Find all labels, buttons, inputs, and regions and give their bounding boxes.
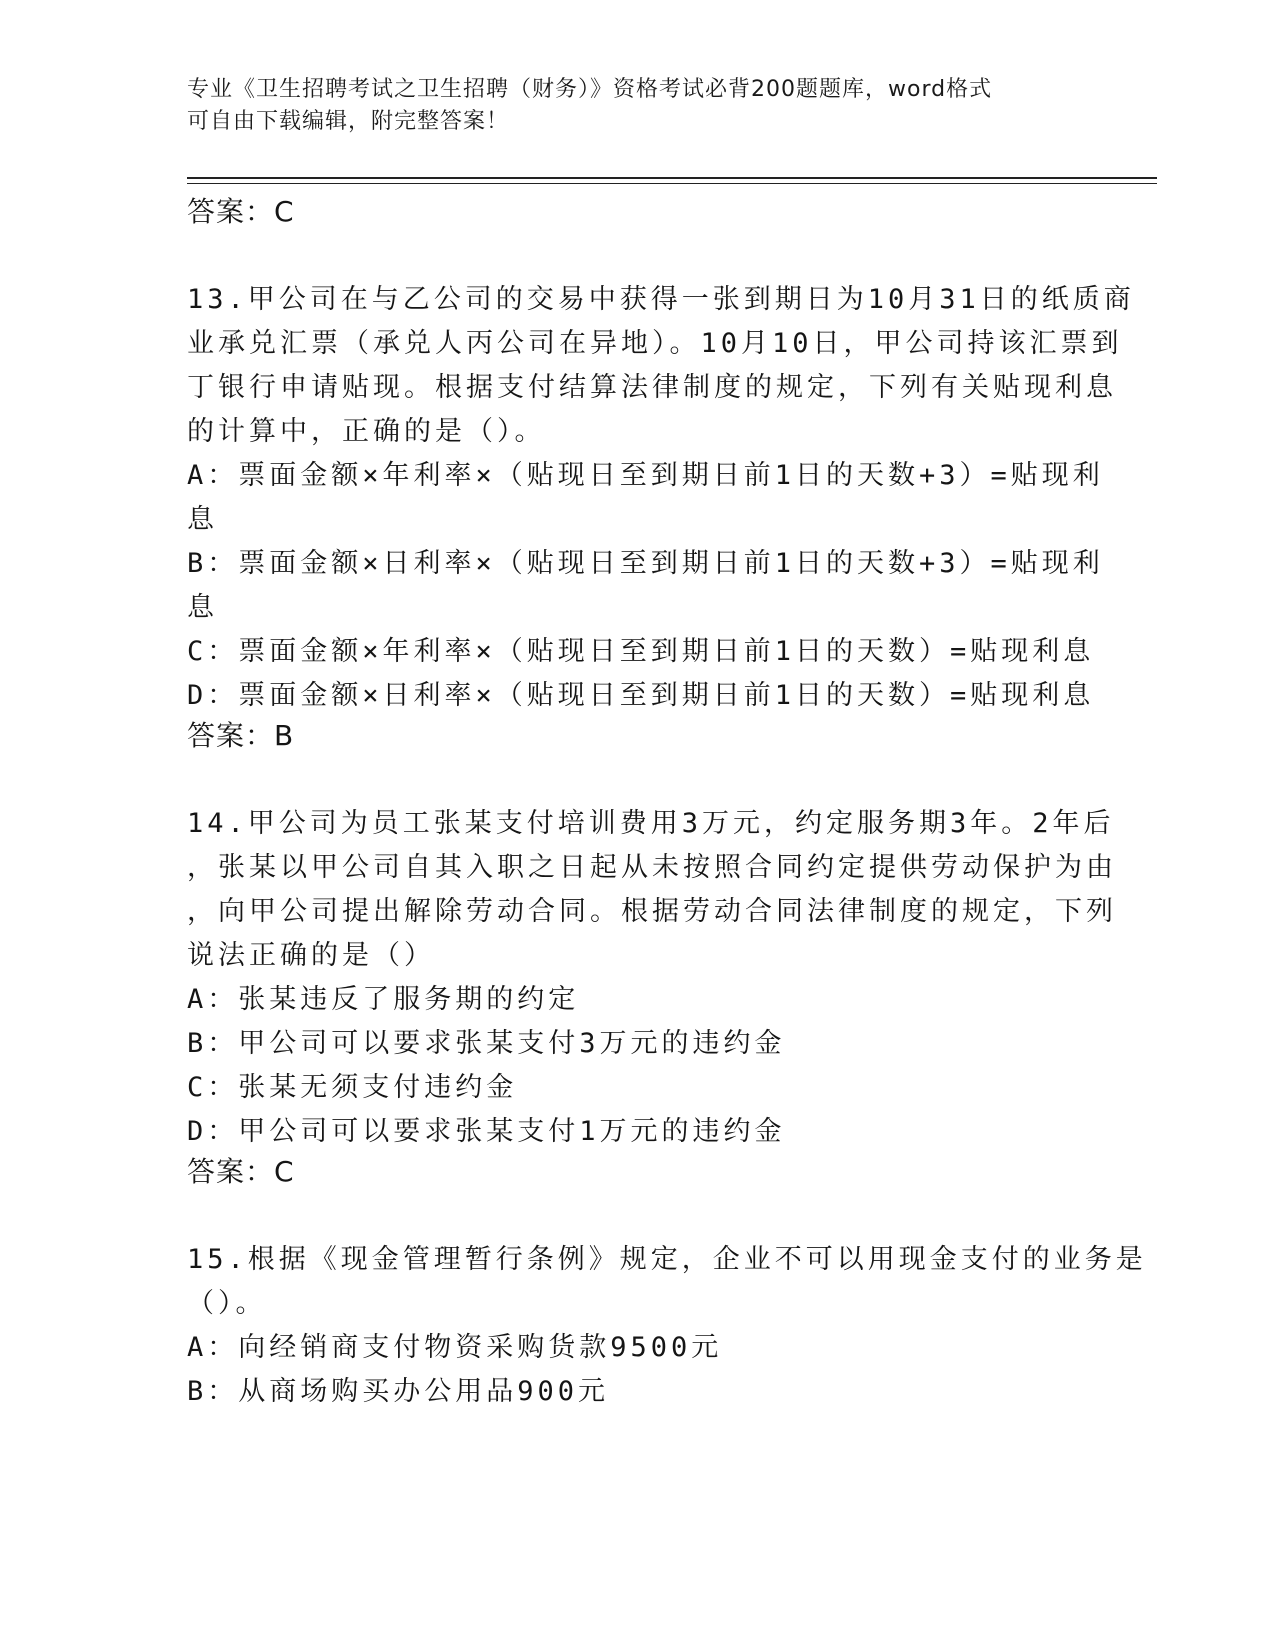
q15-stem-line-2: （）。 [187,1288,267,1319]
q14-option-d: D：甲公司可以要求张某支付1万元的违约金 [187,1116,786,1147]
q13-option-d: D：票面金额×日利率×（贴现日至到期日前1日的天数）=贴现利息 [187,680,1095,711]
q14-answer: 答案：C [187,1155,295,1188]
q13-option-c: C：票面金额×年利率×（贴现日至到期日前1日的天数）=贴现利息 [187,636,1095,667]
q14-option-b: B：甲公司可以要求张某支付3万元的违约金 [187,1028,786,1059]
q13-stem-line-4: 的计算中，正确的是（）。 [187,416,546,447]
q14-option-a: A：张某违反了服务期的约定 [187,984,580,1015]
header-divider-thin [187,183,1157,184]
q13-stem-line-3: 丁银行申请贴现。根据支付结算法律制度的规定，下列有关贴现利息 [187,372,1117,403]
q14-stem-line-1: 14.甲公司为员工张某支付培训费用3万元，约定服务期3年。2年后 [187,808,1115,839]
q13-option-b-cont: 息 [187,592,218,623]
q15-option-b: B：从商场购买办公用品900元 [187,1376,610,1407]
q15-option-a: A：向经销商支付物资采购货款9500元 [187,1332,723,1363]
q14-stem-line-3: ，向甲公司提出解除劳动合同。根据劳动合同法律制度的规定，下列 [187,896,1117,927]
q13-stem-line-2: 业承兑汇票（承兑人丙公司在异地）。10月10日，甲公司持该汇票到 [187,328,1123,359]
q14-stem-line-4: 说法正确的是（） [187,940,435,971]
header-line-1: 专业《卫生招聘考试之卫生招聘（财务）》资格考试必背200题题库，word格式 [187,77,993,102]
q15-stem-line-1: 15.根据《现金管理暂行条例》规定，企业不可以用现金支付的业务是 [187,1244,1147,1275]
document-header [187,74,1067,138]
q13-answer: 答案：B [187,719,295,752]
header-line-2: 可自由下载编辑，附完整答案！ [187,109,510,134]
q14-option-c: C：张某无须支付违约金 [187,1072,518,1103]
q13-option-a: A：票面金额×年利率×（贴现日至到期日前1日的天数+3）=贴现利 [187,460,1104,491]
header-divider [187,177,1157,179]
q14-stem-line-2: ，张某以甲公司自其入职之日起从未按照合同约定提供劳动保护为由 [187,852,1117,883]
q13-option-a-cont: 息 [187,504,218,535]
q13-option-b: B：票面金额×日利率×（贴现日至到期日前1日的天数+3）=贴现利 [187,548,1104,579]
answer-prev: 答案：C [187,195,295,228]
q13-stem-line-1: 13.甲公司在与乙公司的交易中获得一张到期日为10月31日的纸质商 [187,284,1135,315]
